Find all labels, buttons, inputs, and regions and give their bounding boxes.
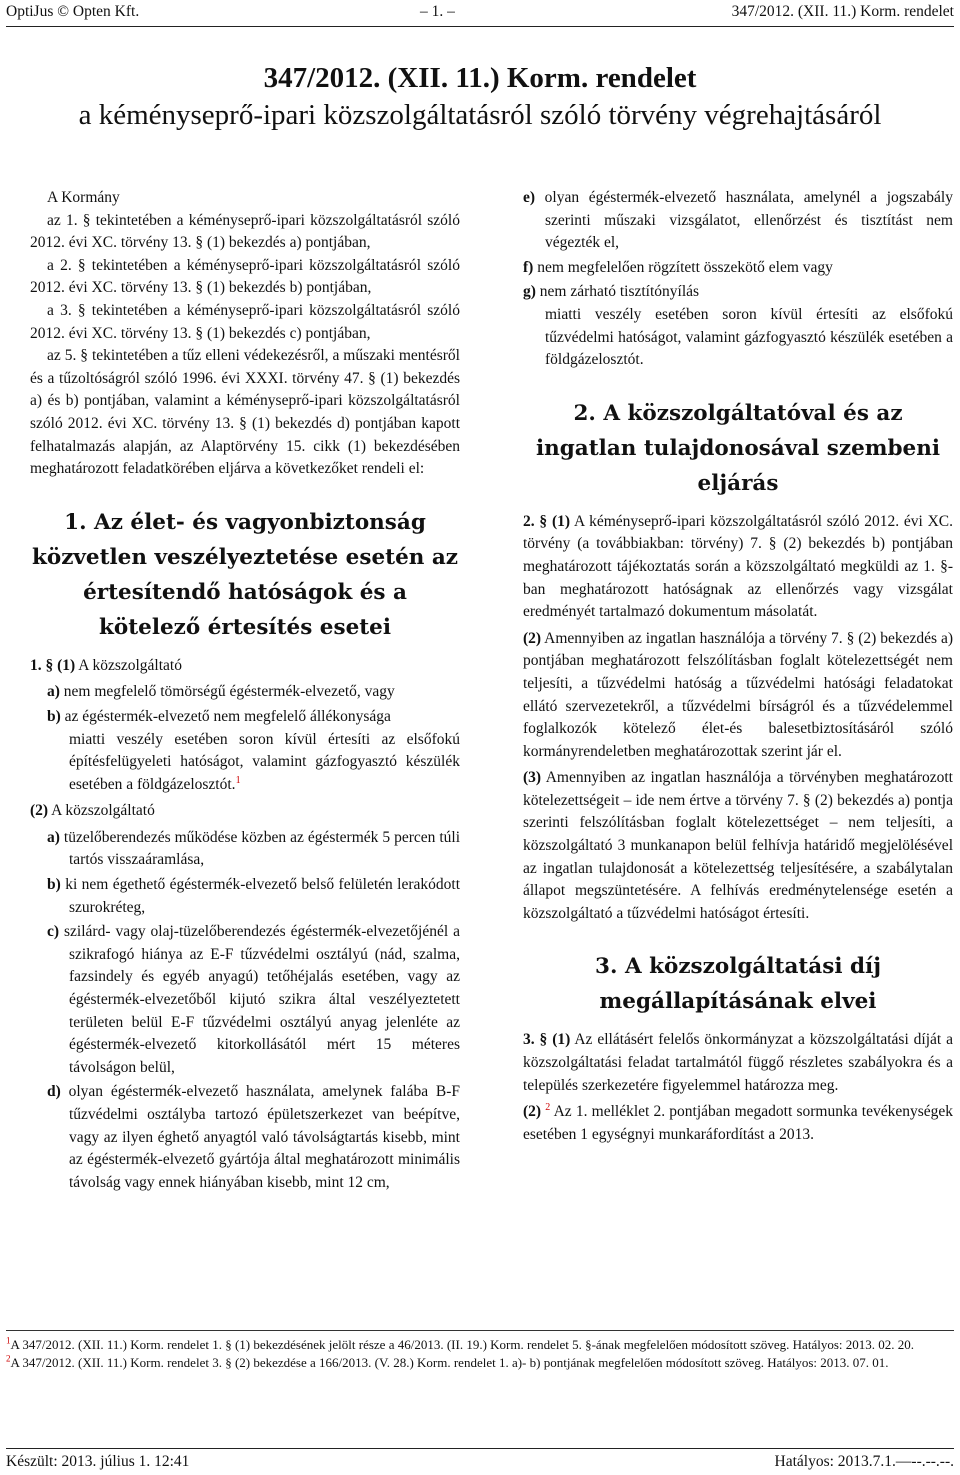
paragraph-text: Az ellátásért felelős önkormányzat a közszolgáltatási díját a közszolgáltatási feladat tartalmától függő részletes szabályokra és a település szerkezetére figyelemmel határozza meg. [523,1031,954,1094]
item-text: szilárd- vagy olaj-tüzelőberendezés égéstermék-elvezetőjénél a szikrafogó hiánya az E-F tűzvédelmi osztályú (nád, szalma, fazsindely és egyéb anyagú) tetőhéjalás esetében, vagy az égéstermék-elvezetőből kijutó szikra által veszélyeztetett területen belül E-F tűzvédelmi osztályú anyag jelenléte az égéstermék-elvezető kitorkollásától mért 15 méteres távolságon belül, [64,923,460,1076]
item-text: tüzelőberendezés működése közben az égéstermék 5 percen túli tartós visszaáramlása, [63,828,461,869]
item-label: g) [523,283,536,301]
footnote-ref-link[interactable]: 1 [235,774,241,786]
item-label: d) [47,1083,61,1101]
article-2-para-3 [523,767,953,925]
created-date: Készült: 2013. július 1. 12:41 [6,1453,190,1470]
article-number: 2. § [523,512,548,530]
item-text: olyan égéstermék-elvezető használata, amelynél a jogszabály szerinti műszaki vizsgálatot, ellenőrzést és tisztítást nem végezték el, [544,189,953,252]
list-item [47,1081,460,1194]
item-text: nem megfelelő tömörségű égéstermék-elvezető, vagy [63,683,395,701]
article-3-para-2 [523,1101,953,1146]
footnote-number: 1 [6,1335,11,1346]
item-label: b) [47,707,61,725]
paragraph-text: Az 1. melléklet 2. pontjában megadott sormunka tevékenységek esetében 1 egységnyi munkaráfordítást a 2013. [523,1103,953,1143]
paragraph-number: (1) [552,1031,571,1049]
publisher-label: OptiJus © Opten Kft. [6,3,140,20]
paragraph-number: (2) [30,802,49,820]
list-item [523,281,953,304]
item-label: c) [47,923,60,941]
list-item [47,706,460,729]
article-1-para-1 [30,655,460,678]
footnote-text: A 347/2012. (XII. 11.) Korm. rendelet 3. § (2) bekezdése a 166/2013. (V. 28.) Korm. rendelet 1. a)- b) pontjának megfelelően módosított szöveg. Hatályos: 2013. 07. 01. [10,1355,889,1370]
article-1-para-2 [30,800,460,823]
right-column [523,187,953,1146]
left-column [30,187,460,1194]
paragraph-number: (3) [523,769,542,787]
page-number: – 1. – [420,3,455,20]
list-e-g [523,187,953,372]
paragraph-number: (1) [57,656,76,674]
paragraph-number: (2) [523,1103,542,1121]
paragraph-number: (2) [523,629,542,647]
article-number: 3. § [523,1031,548,1049]
effective-date: Hatályos: 2013.7.1.—--.--.--. [774,1453,954,1470]
item-label: a) [47,828,60,846]
doc-reference: 347/2012. (XII. 11.) Korm. rendelet [731,3,954,20]
footnote-ref-link[interactable]: 2 [545,1102,551,1114]
list-item [47,921,460,1079]
preamble-paragraph: a 2. § tekintetében a kéményseprő-ipari közszolgáltatásról szóló 2012. évi XC. törvény 13. § (1) bekezdés b) pontjában, [30,256,460,297]
paragraph-text: A kéményseprő-ipari közszolgáltatásról szóló 2012. évi XC. törvény (a továbbiakban: törvény) 7. § (2) bekezdés b) pontjában meghatározott tájékoztatás során a közszolgáltató megküldi az 1. §-ban meghatározott hatóságnak az ellenőrzés vagy vizsgálat eredményét tartalmazó dokumentum másolatát. [523,512,954,621]
page-footer [6,1448,954,1475]
footnotes [6,1330,954,1372]
article-number: 1. § [30,656,54,674]
preamble-paragraph: a 3. § tekintetében a kéményseprő-ipari közszolgáltatásról szóló 2012. évi XC. törvény 13. § (1) bekezdés c) pontjában, [30,301,460,342]
item-text: az égéstermék-elvezető nem megfelelő állékonysága [64,707,391,725]
list-item [523,187,953,255]
item-text: nem zárható tisztítónyílás [539,283,700,301]
item-text: nem megfelelően rögzített összekötő elem vagy [537,258,833,276]
paragraph-text: A közszolgáltató [51,802,155,820]
article-2-para-2 [523,628,953,764]
title-line-1: 347/2012. (XII. 11.) Korm. rendelet [263,62,697,94]
section-heading-1: 1. Az élet- és vagyonbiztonság közvetlen veszélyeztetése esetén az értesítendő hatóságok és a kötelező értesítés esetei [31,509,459,640]
list-a-d [30,827,460,1195]
list-item [47,874,460,919]
footnote-text: A 347/2012. (XII. 11.) Korm. rendelet 1. § (1) bekezdésének jelölt része a 46/2013. (II. 19.) Korm. rendelet 5. §-ának megfelelően módosított szöveg. Hatályos: 2013. 02. 20. [10,1337,914,1352]
article-2-para-1 [523,511,953,624]
footnote-item [6,1354,954,1372]
paragraph-number: (1) [551,512,571,530]
document-title [0,60,960,134]
paragraph-text: miatti veszély esetében soron kívül értesíti az elsőfokú építésfelügyeleti hatóságot, valamint gázfogyasztó készülék esetében a földgázelosztót. [69,730,460,793]
section-heading-2: 2. A közszolgáltatóval és az ingatlan tulajdonosával szembeni eljárás [535,400,941,496]
item-text: ki nem égethető égéstermék-elvezető belső felületén lerakódott szurokréteg, [65,876,461,916]
item-label: b) [47,876,61,894]
continuation-text: miatti veszély esetében soron kívül értesíti az elsőfokú tűzvédelmi hatóságot, valamint gázfogyasztó készülék esetében a földgázelosztót. [545,305,953,369]
paragraph-text: Amennyiben az ingatlan használója a törvény 7. § (2) bekezdés a) pontjában meghatározott felszólításban foglalt kötelezettségét nem teljesíti, a tűzvédelmi hatóság a tűzvédelmi hatósági feladatokat ellátó szervezetekről, a tűzvédelmi bírságról és a tűzvédelemmel foglalkozók kötelező élet-és balesetbiztosításáról szóló kormányrendeletben meghatározottak szerint jár el. [523,629,953,760]
list-item [47,681,460,704]
section-heading-3: 3. A közszolgáltatási díj megállapításának elvei [595,954,881,1015]
list-item [523,257,953,280]
article-3-para-1 [523,1029,953,1097]
preamble-paragraph: A Kormány [47,189,120,206]
list-a-b [30,681,460,796]
item-text: olyan égéstermék-elvezető használata, amelynek falába B-F tűzvédelmi osztályba tartozó épületszerkezet van beépítve, vagy az ilyen éghető anyagtól való távolságtartás kisebb, mint az égéstermék-elvezető gyártója által meghatározott minimális távolság vagy ennek hiányában kisebb, mint 12 cm, [68,1083,461,1191]
footnote-item [6,1336,954,1354]
item-label: e) [523,189,536,206]
continuation-text [47,729,460,797]
preamble-paragraph: az 1. § tekintetében a kéményseprő-ipari közszolgáltatásról szóló 2012. évi XC. törvény 13. § (1) bekezdés a) pontjában, [30,211,460,252]
item-label: f) [523,258,534,276]
preamble-paragraph: az 5. § tekintetében a tűz elleni védekezésről, a műszaki mentésről és a tűzoltóságról szóló 1996. évi XXXI. törvény 47. § (1) bekezdés a) és b) pontjában, valamint a kéményseprő-ipari közszolgáltatásról szóló 2012. évi XC. törvény 13. § (1) bekezdés d) pontjában kapott felhatalmazás alapján, az Alaptörvény 15. cikk (1) bekezdésében meghatározott feladatkörében eljárva a következőket rendeli el: [30,347,460,478]
paragraph-text: A közszolgáltató [78,656,182,674]
footnote-number: 2 [6,1353,11,1364]
running-header [6,0,954,27]
paragraph-text: Amennyiben az ingatlan használója a törvényben meghatározott kötelezettségeit – ide nem értve a törvény 7. § (2) bekezdés a) pontja szerinti felszólításban foglalt kötelezettséget – nem teljesíti, a közszolgáltató 3 munkanapon belül felhívja határidő megjelölésével az ingatlan tulajdonosát a kötelezettség teljesítésére, a szabálytalan állapot megszüntetésére. A felhívás eredménytelensége esetén a közszolgáltató a tűzvédelmi hatóságot értesíti. [523,769,953,922]
list-item [47,827,460,872]
item-label: a) [47,683,60,701]
title-line-2: a kéményseprő-ipari közszolgáltatásról szóló törvény végrehajtásáról [78,99,882,131]
